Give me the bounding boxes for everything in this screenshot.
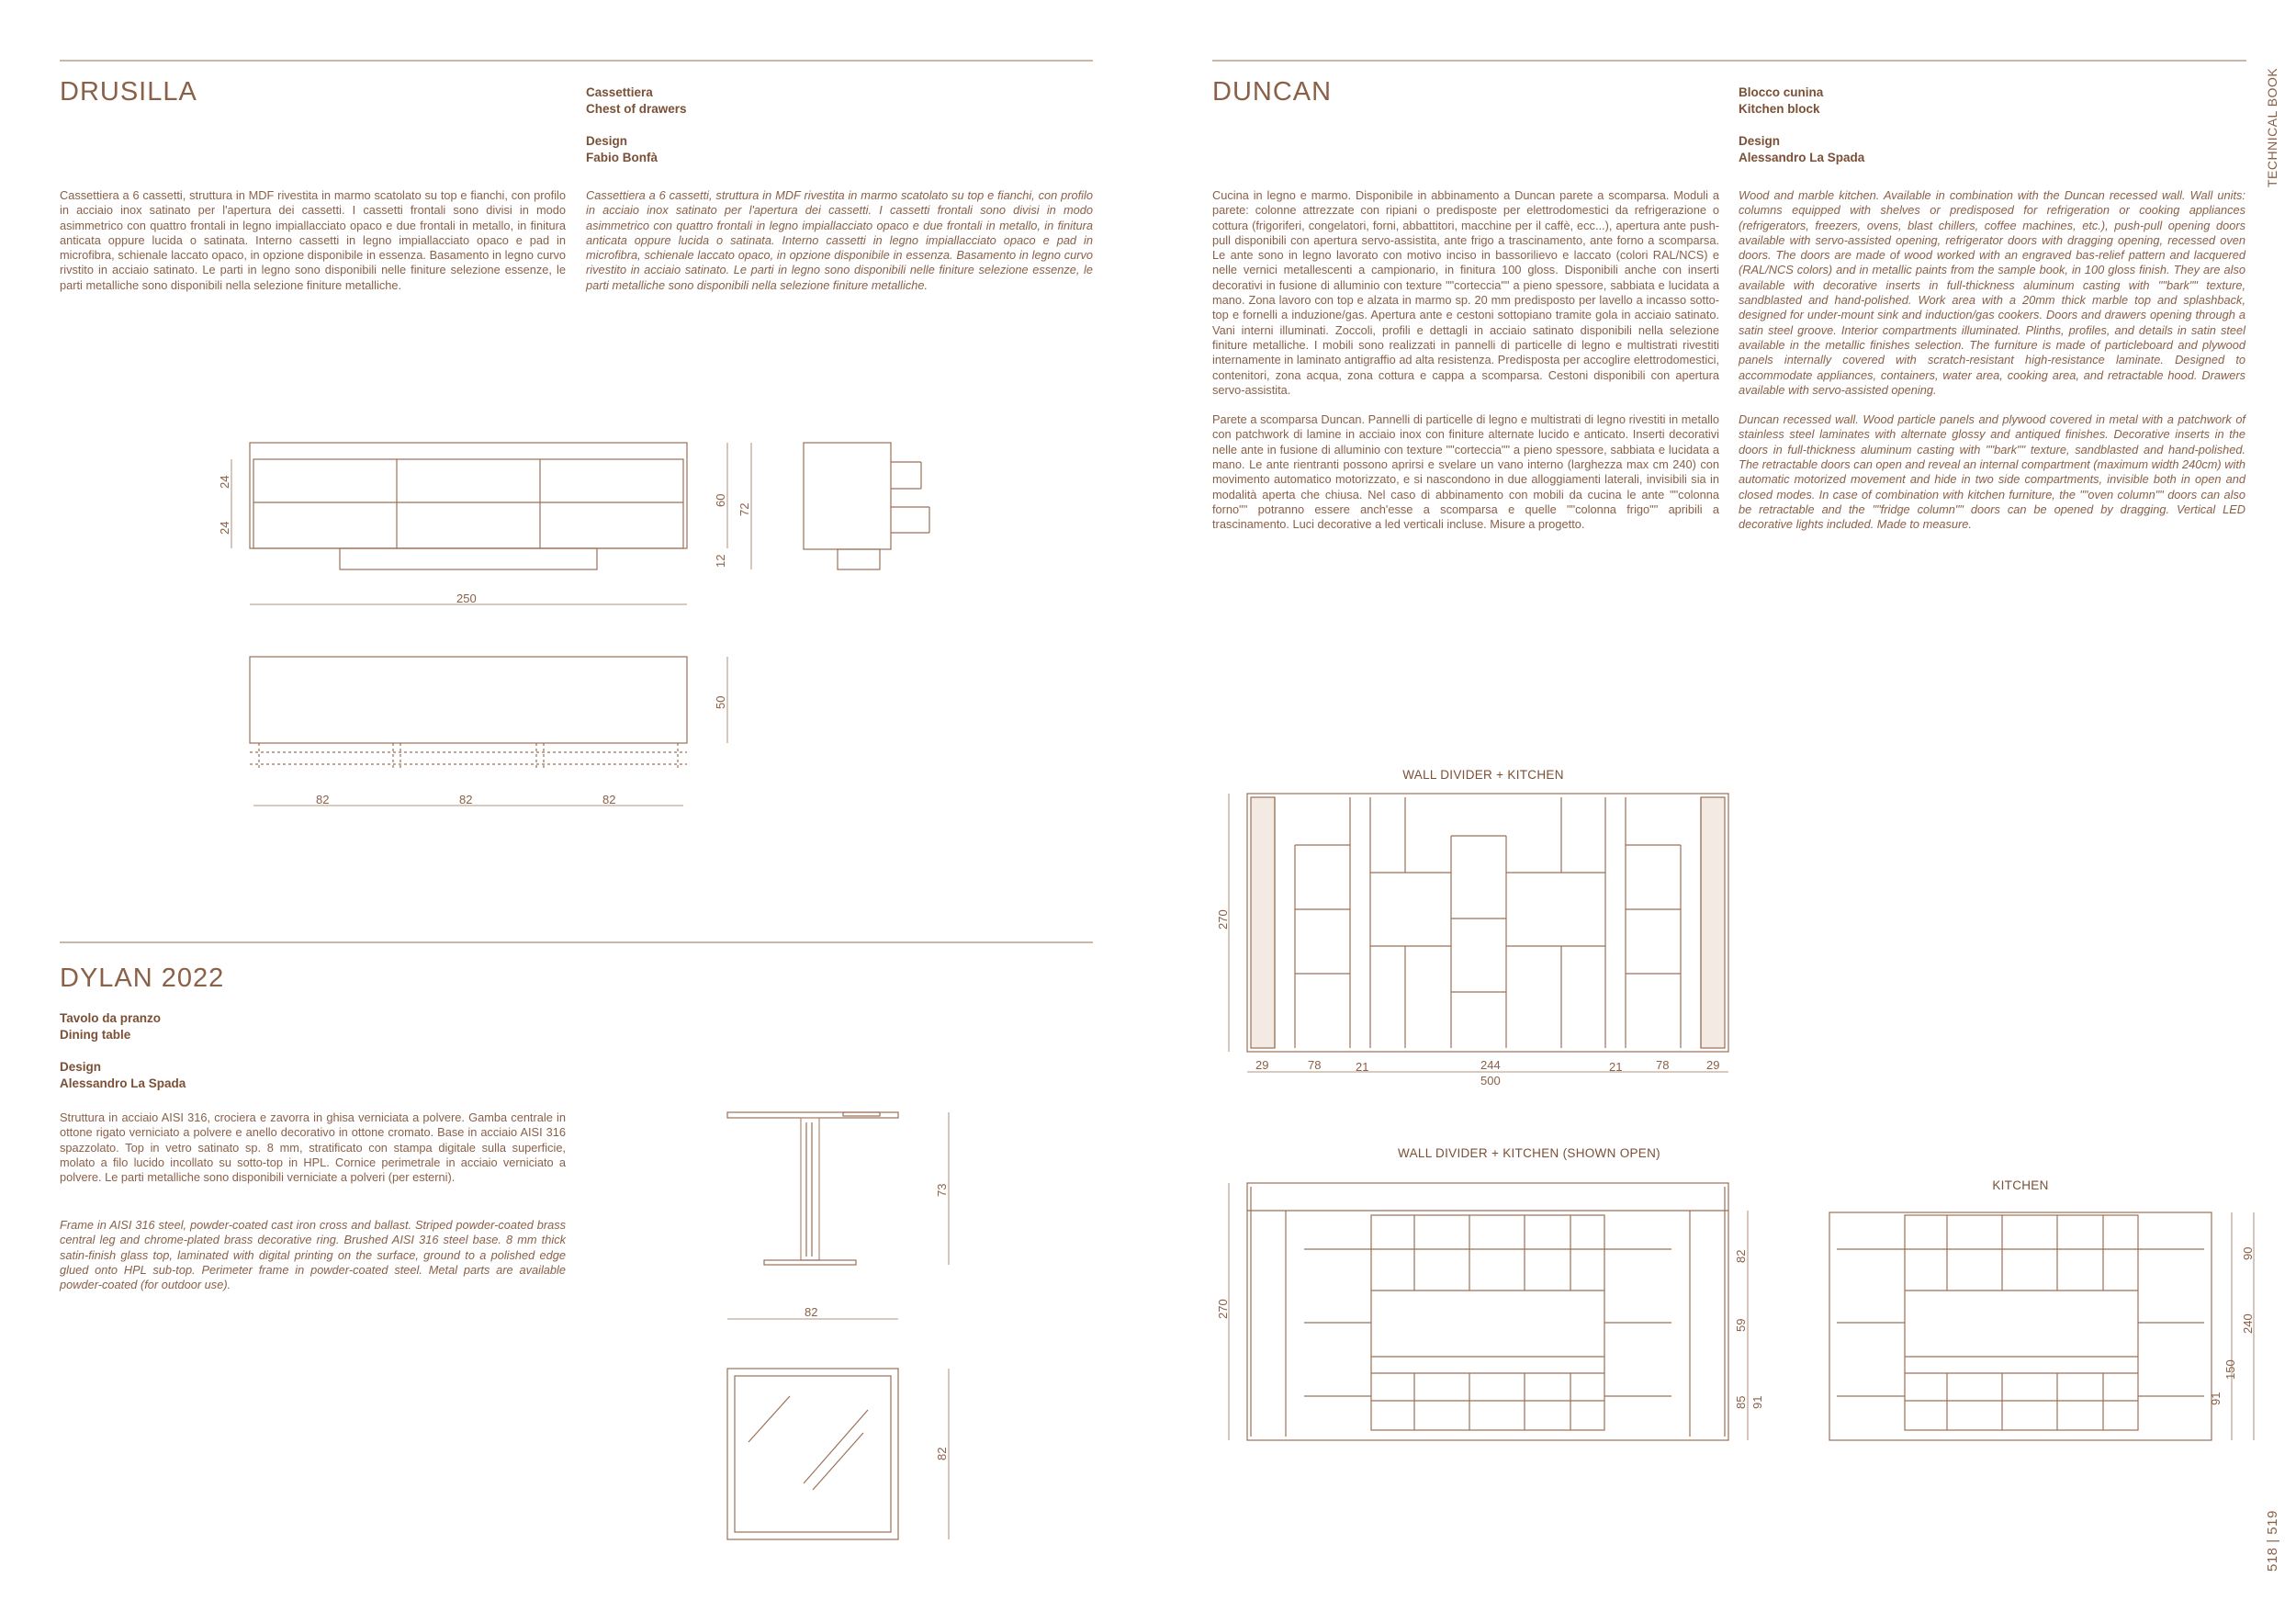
dim-duncan-91a: 91 (1750, 1395, 1764, 1409)
dylan-design-label: Design (60, 1060, 102, 1074)
dim-duncan-29a: 29 (1255, 1058, 1269, 1072)
dim-drusilla-24a: 24 (218, 475, 231, 489)
dim-duncan-82: 82 (1734, 1249, 1748, 1263)
dim-duncan-500: 500 (1480, 1074, 1501, 1088)
dim-duncan-244: 244 (1480, 1058, 1501, 1072)
duncan-wall-divider-kitchen (1229, 794, 1728, 1072)
dim-drusilla-82c: 82 (602, 793, 616, 806)
page-numbers: 518 | 519 (2265, 1510, 2280, 1572)
duncan-description-it-1: Cucina in legno e marmo. Disponibile in abbinamento a Duncan parete a scomparsa. Moduli a parete: colonne attrezzate con ripiani o predisposte per elettrodomestici da refrigerazione o cottura (frigoriferi, congelatori, forni, abbattitori, macchine per il caffè, ecc...), apertura ante push-pull disponibili con apertura servo-assistita, ante frigo a trascinamento, ante forno a scomparsa. Le ante sono in legno lavorato con motivo inciso in bassorilievo e laccato (colori RAL/NCS) e nelle vernici metallescenti a campionario, in finitura 100 gloss. Disponibili anche con inserti decorativi in fusione di alluminio con texture ""corteccia"" a pieno spessore, sabbiata e lucidata a mano. Zona lavoro con top e alzata in marmo sp. 20 mm predisposto per lavello a incasso sotto-top e fornelli a induzione/gas. Apertura ante e cestoni sottopiano tramite gola in acciaio satinato. Vani interni illuminati. Zoccoli, profili e dettagli in acciaio satinato disponibili nella selezione finiture metalliche. I mobili sono realizzati in pannelli di particelle di legno e multistrati rivestiti internamente in laminato antigraffio ad alta resistenza. Predisposta per accoglire elettrodomestici, contenitori, zona acqua, zona cottura e cappa a scomparsa. Cestoni disponibili con apertura servo-assistita. (1212, 188, 1719, 397)
drusilla-type-en: Chest of drawers (586, 102, 687, 116)
dylan-description-it: Struttura in acciaio AISI 316, crociera e zavorra in ghisa verniciata a polvere. Gamba centrale in ottone rigato verniciato a polvere e anello decorativo in ottone cromato. Base in acciaio AISI 316 spazzolato. Top in vetro satinato sp. 8 mm, stratificato con stampa digitale sulla superficie, molato a filo lucido incollato su sotto-top in HPL. Cornice perimetrale in acciaio verniciato a polvere. Le parti metalliche sono disponibili verniciate a polveri (per esterni). (60, 1110, 566, 1185)
dim-duncan-85: 85 (1734, 1395, 1748, 1409)
duncan-description-it-2: Parete a scomparsa Duncan. Pannelli di particelle di legno e multistrati di legno rivestiti in metallo con patchwork di lamine in acciaio inox con finiture alternate lucido e anticato. Inserti decorativi nelle ante in fusione di alluminio con texture ""corteccia"" a pieno spessore, sabbiata e lucidata a mano. Le ante rientranti possono aprirsi e svelare un vano interno (larghezza max cm 240) con movimento automatico motorizzato, e si nascondono in due alloggiamenti laterali, invisibili sia in modalità aperta che chiusa. Nel caso di abbinamento con mobili da cucina le ante ""colonna forno"" potranno essere anch'esse a scomparsa e quelle ""colonna frigo"" apribili a trascinamento. Luci decorative a led verticali incluse. Misure a progetto. (1212, 412, 1719, 532)
duncan-description-en-2: Duncan recessed wall. Wood particle panels and plywood covered in metal with a patchwork of stainless steel laminates with alternate glossy and antiqued finishes. Decorative inserts in the doors in full-thickness aluminum casting with ""bark"" texture, sandblasted and hand-polished. The retractable doors can open and reveal an internal compartment (maximum width 240cm) with automatic motorized movement and hide in two side compartments, invisible both in open and closed modes. In case of combination with kitchen furniture, the ""oven column"" doors can also be retractable and the ""fridge column"" doors can be opened by dragging. Vertical LED decorative lights included. Made to measure. (1739, 412, 2245, 532)
drusilla-description-it: Cassettiera a 6 cassetti, struttura in MDF rivestita in marmo scatolato su top e fianchi, con profilo in acciaio inox satinato per l'apertura dei cassetti. I cassetti frontali sono divisi in modo asimmetrico con quattro frontali in legno impiallacciato opaco e due frontali in metallo, in finitura anticata oppure lucida o satinata. Interno cassetti in legno impiallacciato opaco e pad in microfibra, schienale laccato opaco, in opzione disponibile in essenza. Basamento in legno curvo rivstito in acciaio satinato. Le parti in legno sono disponibili nelle finiture selezione essenze, le parti metalliche sono disponibili nella selezione finiture metalliche. (60, 188, 566, 292)
caption-kitchen: KITCHEN (1992, 1178, 2049, 1192)
drusilla-description-en: Cassettiera a 6 cassetti, struttura in MDF rivestita in marmo scatolato su top e fianchi, con profilo in acciaio inox satinato per l'apertura dei cassetti. I cassetti frontali sono divisi in modo asimmetrico con quattro frontali in legno impiallacciato opaco e due frontali in metallo, in finitura anticata oppure lucida o satinata. Interno cassetti in legno impiallacciato opaco e pad in microfibra, schienale laccato opaco, in opzione disponibile in essenza. Basamento in legno curvo rivestito in acciaio satinato. Le parti in legno sono disponibili nelle finiture selezione essenze, le parti metalliche sono disponibili nella selezione finiture metalliche. (586, 188, 1093, 292)
dim-dylan-82b: 82 (935, 1447, 949, 1460)
drusilla-title: DRUSILLA (60, 77, 197, 107)
dim-duncan-78b: 78 (1656, 1058, 1670, 1072)
dim-duncan-150: 150 (2223, 1359, 2237, 1380)
drusilla-design-label: Design (586, 134, 628, 148)
dim-drusilla-12: 12 (714, 554, 727, 568)
dim-duncan-29b: 29 (1706, 1058, 1720, 1072)
dim-drusilla-82a: 82 (316, 793, 330, 806)
duncan-type-it: Blocco cunina (1739, 85, 1824, 99)
dylan-table-top (727, 1369, 949, 1539)
drusilla-top-view (250, 657, 727, 806)
dim-drusilla-82b: 82 (459, 793, 473, 806)
dylan-type-en: Dining table (60, 1028, 131, 1042)
drusilla-type-it: Cassettiera (586, 85, 653, 99)
dylan-table-front (727, 1112, 949, 1319)
dylan-title: DYLAN 2022 (60, 964, 225, 993)
duncan-designer: Alessandro La Spada (1739, 151, 1865, 164)
duncan-type-en: Kitchen block (1739, 102, 1820, 116)
dim-duncan-270a: 270 (1216, 909, 1230, 930)
dylan-description-en: Frame in AISI 316 steel, powder-coated cast iron cross and ballast. Striped powder-coated brass central leg and chrome-plated brass decorative ring. Brushed AISI 316 steel base. 8 mm thick satin-finish glass top, laminated with digital printing on the surface, ground to a polished edge glued onto HPL sub-top. Perimeter frame in powder-coated steel. Metal parts are available powder-coated (for outdoor use). (60, 1218, 566, 1292)
dylan-designer: Alessandro La Spada (60, 1076, 186, 1090)
dim-drusilla-24b: 24 (218, 521, 231, 535)
dim-dylan-73: 73 (935, 1183, 949, 1197)
dim-duncan-21a: 21 (1356, 1060, 1369, 1074)
duncan-wall-divider-open (1229, 1183, 1748, 1440)
dim-duncan-90: 90 (2241, 1246, 2255, 1260)
dim-duncan-59: 59 (1734, 1318, 1748, 1332)
duncan-design-label: Design (1739, 134, 1781, 148)
drusilla-front-view (250, 443, 687, 604)
dim-drusilla-250: 250 (456, 592, 477, 605)
dim-duncan-78a: 78 (1308, 1058, 1322, 1072)
drusilla-designer: Fabio Bonfà (586, 151, 658, 164)
dim-duncan-240: 240 (2241, 1313, 2255, 1334)
technical-book-label: TECHNICAL BOOK (2265, 67, 2279, 187)
duncan-title: DUNCAN (1212, 77, 1333, 107)
dim-duncan-270b: 270 (1216, 1299, 1230, 1319)
caption-wall-divider-kitchen: WALL DIVIDER + KITCHEN (1402, 768, 1564, 782)
dylan-type-it: Tavolo da pranzo (60, 1011, 162, 1025)
dim-drusilla-60: 60 (714, 493, 727, 507)
dim-drusilla-50: 50 (714, 695, 727, 709)
duncan-description-en-1: Wood and marble kitchen. Available in combination with the Duncan recessed wall. Wall units: columns equipped with shelves or predisposed for refrigeration or cooking appliances (refrigerators, freezers, ovens, blast chillers, coffee machines, etc.), push-pull opening doors available with servo-assisted opening, refrigerator doors with dragging opening, recessed oven doors. The doors are made of wood worked with an engraved bas-relief pattern and lacquered (RAL/NCS colors) and in metallic paints from the sample book, in 100 gloss finish. They are also available with decorative inserts in full-thickness aluminum casting with ""bark"" texture, sandblasted and hand-polished. Work area with a 20mm thick marble top and splashback, designed for under-mount sink and induction/gas cookers. Doors and drawers opening through a satin steel groove. Interior compartments illuminated. Plinths, profiles, and details in satin steel available in the metallic finishes selection. The furniture is made of particleboard and plywood panels internally covered with scratch-resistant high-resistance laminate. Designed to accommodate appliances, containers, water area, cooking area, and retractable hood. Drawers available with servo-assisted opening. (1739, 188, 2245, 397)
dim-dylan-82a: 82 (805, 1305, 818, 1319)
dim-drusilla-72: 72 (737, 502, 751, 516)
drusilla-side-view (804, 443, 929, 569)
dim-duncan-91b: 91 (2209, 1392, 2223, 1405)
caption-wall-divider-open: WALL DIVIDER + KITCHEN (SHOWN OPEN) (1398, 1146, 1660, 1160)
duncan-kitchen-elevation (1829, 1212, 2254, 1440)
dim-duncan-21b: 21 (1609, 1060, 1623, 1074)
